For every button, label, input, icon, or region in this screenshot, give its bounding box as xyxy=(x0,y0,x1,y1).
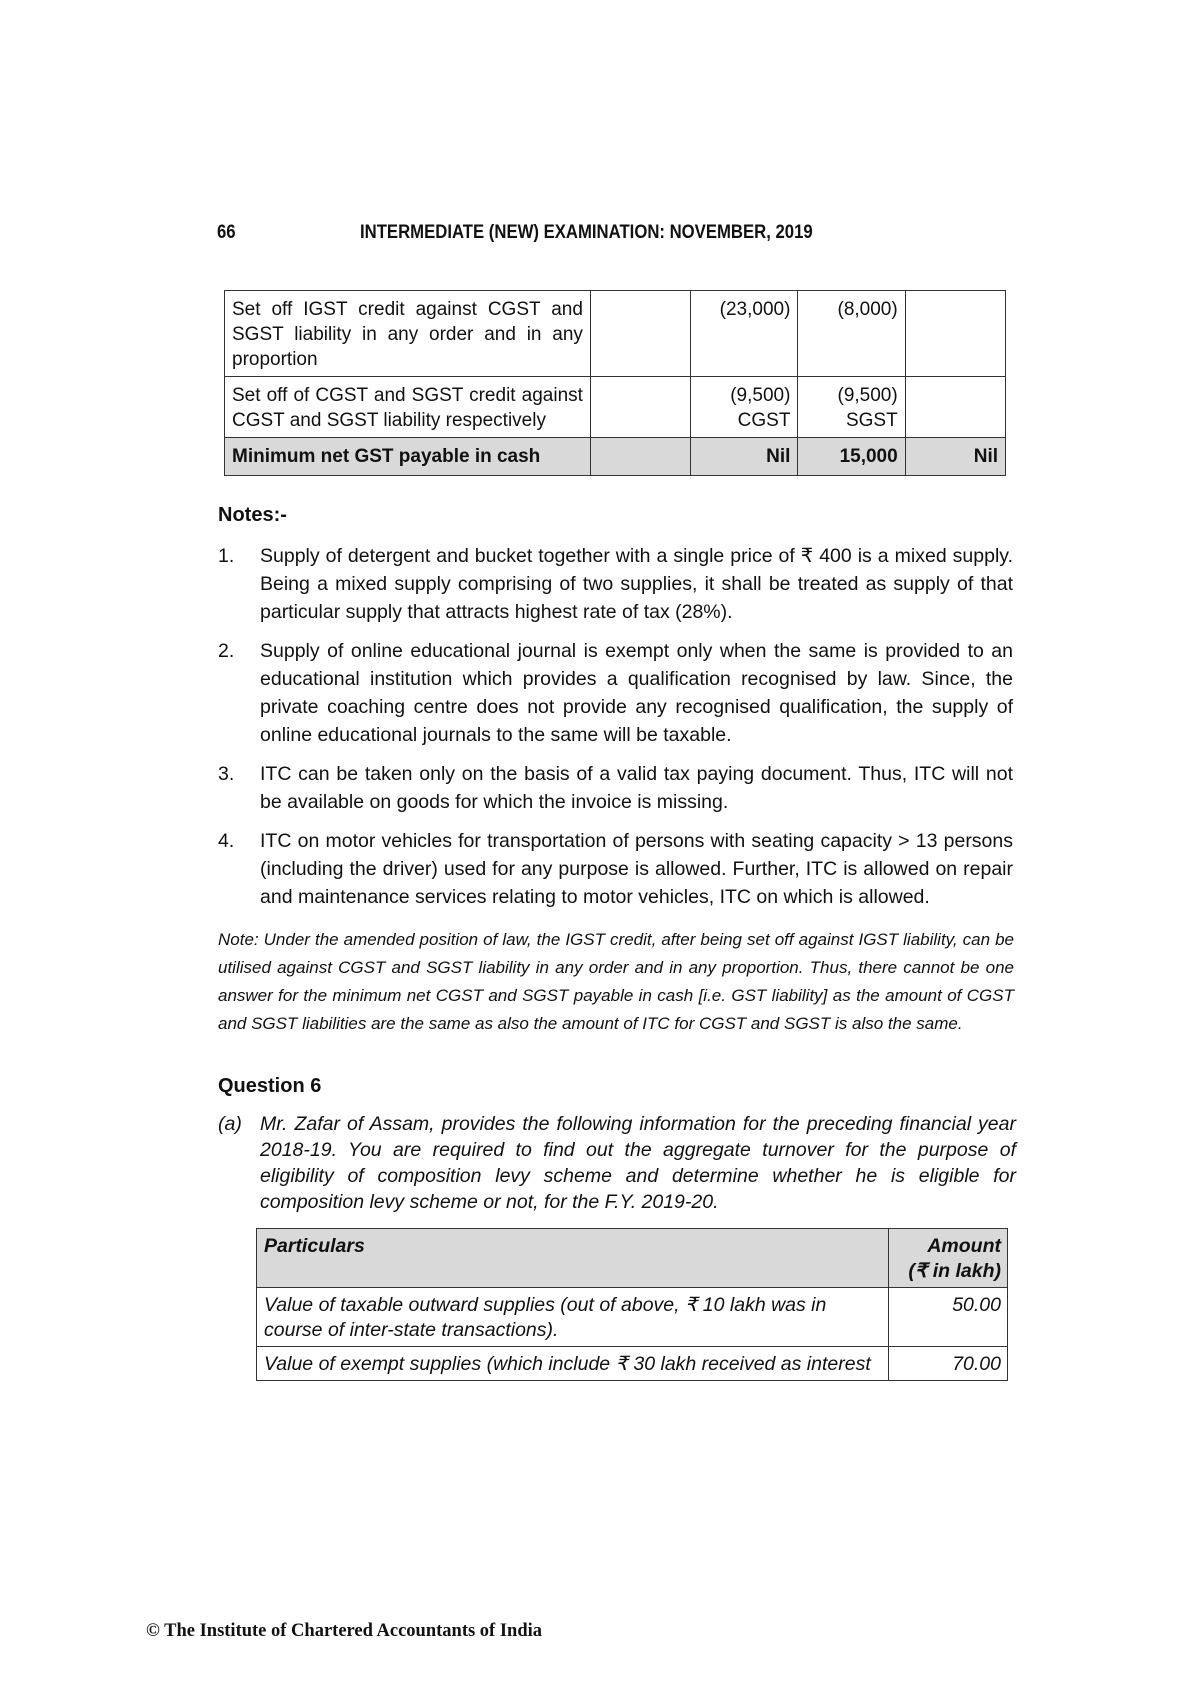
sgst-setoff-cell xyxy=(798,377,905,438)
cgst-label: CGST xyxy=(737,410,791,431)
table-row xyxy=(257,1288,1008,1347)
note-text: Supply of detergent and bucket together with a single price of ₹ 400 is a mixed supply. Being a mixed supply comprising of two supplies, it shall be treated as supply of that particular supply that attracts highest rate of tax (28%). xyxy=(260,545,1013,623)
particulars-cell: Value of exempt supplies (which include ₹ 30 lakh received as interest xyxy=(257,1347,889,1381)
sgst-label: SGST xyxy=(845,410,898,431)
igst-setoff-cgst-value: (23,000) xyxy=(691,291,798,377)
note-text: ITC can be taken only on the basis of a valid tax paying document. Thus, ITC will not be available on goods for which the invoice is missing. xyxy=(260,763,1013,813)
amount-cell: 70.00 xyxy=(889,1347,1008,1381)
sgst-setoff-value: (9,500) xyxy=(837,385,898,406)
turnover-table xyxy=(256,1228,1008,1381)
net-igst-value: Nil xyxy=(905,438,1005,476)
amount-cell: 50.00 xyxy=(889,1288,1008,1347)
net-sgst-value: 15,000 xyxy=(798,438,905,476)
note-item xyxy=(218,760,1013,816)
table-row xyxy=(225,291,1006,377)
row-description: Set off IGST credit against CGST and SGST liability in any order and in any proportion xyxy=(225,291,591,377)
notes-heading: Notes:- xyxy=(218,504,287,526)
note-text: ITC on motor vehicles for transportation of persons with seating capacity > 13 persons (including the driver) used for any purpose is allowed. Further, ITC is allowed on repair and maintenance services relating to motor vehicles, ITC on which is allowed. xyxy=(260,830,1013,908)
amount-header xyxy=(889,1229,1008,1288)
table-row xyxy=(257,1347,1008,1381)
table-header-row xyxy=(257,1229,1008,1288)
igst-setoff-sgst-value: (8,000) xyxy=(798,291,905,377)
question-part-a xyxy=(218,1111,1016,1215)
amount-header-line1: Amount xyxy=(927,1235,1001,1257)
table-cell xyxy=(590,291,690,377)
gst-setoff-table xyxy=(224,290,1006,476)
part-label: (a) xyxy=(218,1113,242,1135)
row-description: Minimum net GST payable in cash xyxy=(225,438,591,476)
part-text: Mr. Zafar of Assam, provides the following information for the preceding financial year 2018-19. You are required to find out the aggregate turnover for the purpose of eligibility of composition levy scheme and determine whether he is eligible for composition levy scheme or not, for the F.Y. 2019-20. xyxy=(260,1113,1016,1213)
table-cell xyxy=(590,438,690,476)
note-item xyxy=(218,827,1013,911)
table-cell xyxy=(905,377,1005,438)
cgst-setoff-cell xyxy=(691,377,798,438)
table-cell xyxy=(590,377,690,438)
row-description: Set off of CGST and SGST credit against CGST and SGST liability respectively xyxy=(225,377,591,438)
particulars-header: Particulars xyxy=(257,1229,889,1288)
note-item xyxy=(218,637,1013,749)
note-number: 4. xyxy=(218,830,235,852)
amended-law-note: Note: Under the amended position of law, the IGST credit, after being set off against IGST liability, can be utilised against CGST and SGST liability in any order and in any proportion. Thus, there cannot be one answer for the minimum net CGST and SGST payable in cash [i.e. GST liability] as the amount of CGST and SGST liabilities are the same as also the amount of ITC for CGST and SGST is also the same. xyxy=(218,930,1014,1033)
cgst-setoff-value: (9,500) xyxy=(730,385,791,406)
table-row xyxy=(225,377,1006,438)
total-row xyxy=(225,438,1006,476)
page-number: 66 xyxy=(217,222,236,243)
note-text: Supply of online educational journal is exempt only when the same is provided to an educational institution which provides a qualification recognised by law. Since, the private coaching centre does not provide any recognised qualification, the supply of online educational journals to the same will be taxable. xyxy=(260,640,1013,746)
note-number: 1. xyxy=(218,545,235,567)
net-cgst-value: Nil xyxy=(691,438,798,476)
copyright-footer: © The Institute of Chartered Accountants of India xyxy=(146,1621,543,1641)
particulars-cell: Value of taxable outward supplies (out of above, ₹ 10 lakh was in course of inter-state transactions). xyxy=(257,1288,889,1347)
question-heading: Question 6 xyxy=(218,1075,322,1097)
amount-header-line2: (₹ in lakh) xyxy=(908,1260,1001,1282)
page-title: INTERMEDIATE (NEW) EXAMINATION: NOVEMBER, 2019 xyxy=(360,222,813,243)
note-number: 2. xyxy=(218,640,235,662)
note-number: 3. xyxy=(218,763,235,785)
note-item xyxy=(218,542,1013,626)
table-cell xyxy=(905,291,1005,377)
